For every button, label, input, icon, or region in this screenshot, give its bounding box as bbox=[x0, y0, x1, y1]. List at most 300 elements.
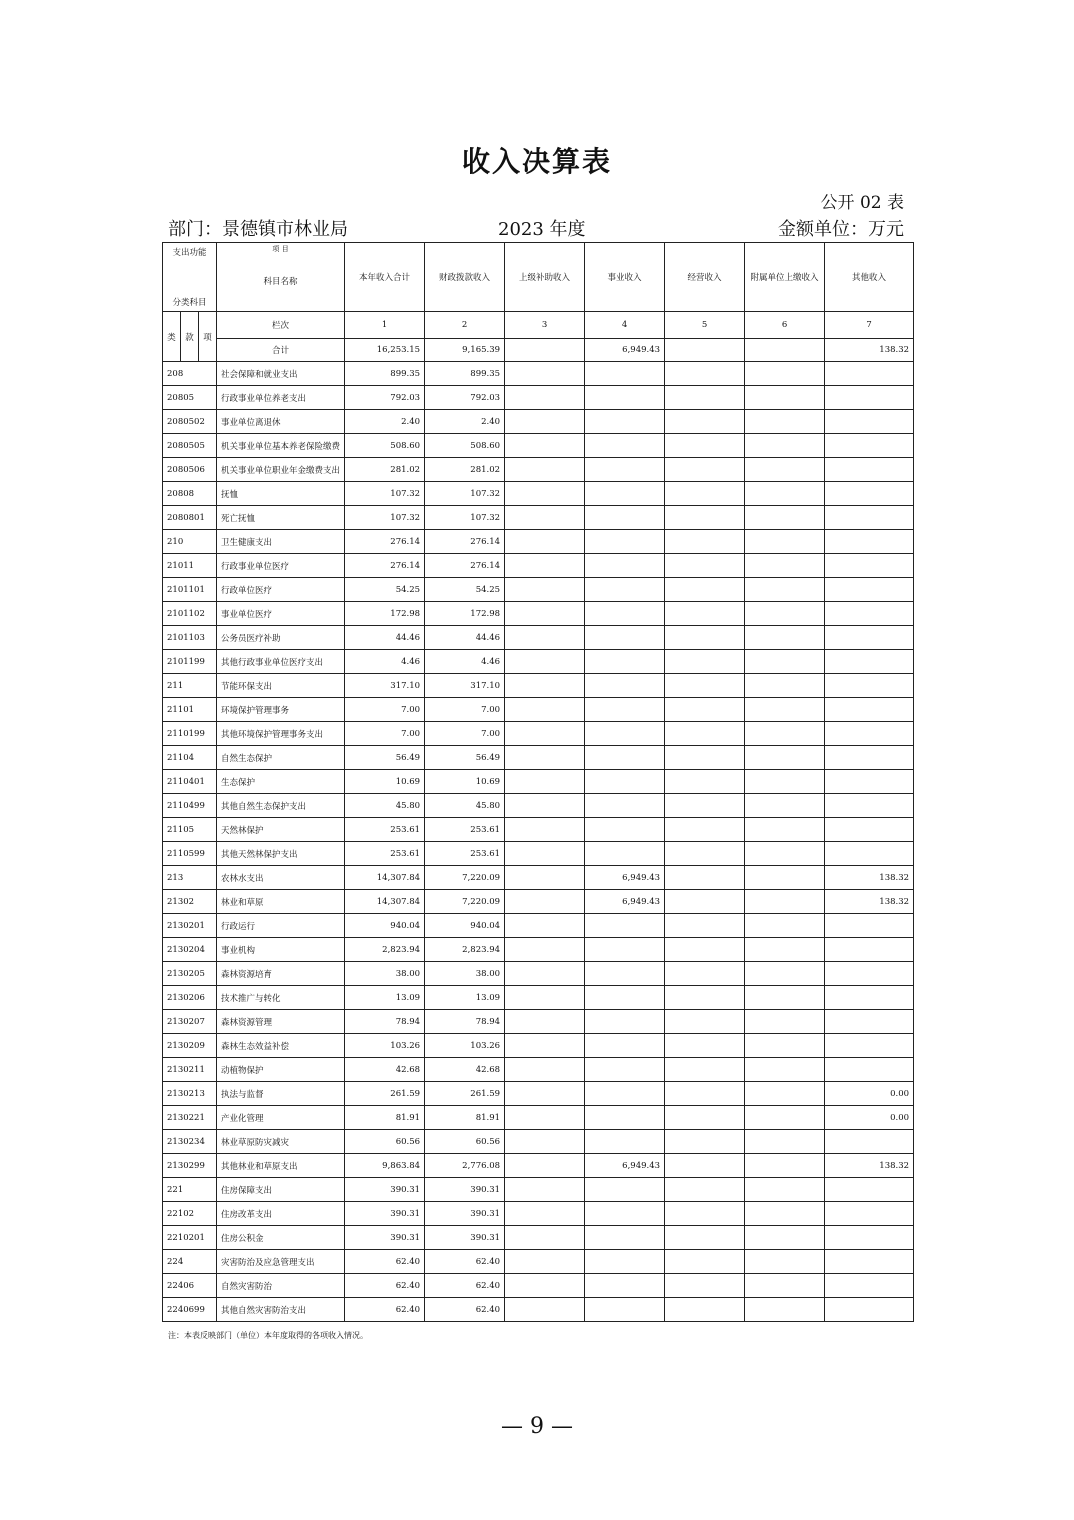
amount-business bbox=[585, 1226, 665, 1250]
subject-name: 技术推广与转化 bbox=[217, 986, 345, 1010]
table-row bbox=[163, 674, 914, 698]
amount-subunit bbox=[745, 1010, 825, 1034]
amount-operating bbox=[665, 986, 745, 1010]
lei-header: 类 bbox=[163, 312, 181, 362]
amount-operating bbox=[665, 386, 745, 410]
amount-other: 138.32 bbox=[825, 866, 914, 890]
amount-operating bbox=[665, 458, 745, 482]
total-subunit bbox=[745, 339, 825, 362]
amount-subunit bbox=[745, 746, 825, 770]
subject-name: 节能环保支出 bbox=[217, 674, 345, 698]
subject-code: 21101 bbox=[163, 698, 217, 722]
amount-subunit bbox=[745, 578, 825, 602]
amount-business bbox=[585, 1010, 665, 1034]
amount-other: 0.00 bbox=[825, 1106, 914, 1130]
table-row bbox=[163, 938, 914, 962]
amount-fiscal: 44.46 bbox=[425, 626, 505, 650]
amount-other bbox=[825, 1274, 914, 1298]
amount-other bbox=[825, 530, 914, 554]
amount-business bbox=[585, 506, 665, 530]
subject-code: 2130204 bbox=[163, 938, 217, 962]
amount-subunit bbox=[745, 1202, 825, 1226]
amount-business bbox=[585, 842, 665, 866]
amount-total: 2.40 bbox=[345, 410, 425, 434]
subject-name: 行政事业单位医疗 bbox=[217, 554, 345, 578]
amount-operating bbox=[665, 1226, 745, 1250]
subject-name: 卫生健康支出 bbox=[217, 530, 345, 554]
subject-name: 自然灾害防治 bbox=[217, 1274, 345, 1298]
col-header-subunit: 附属单位上缴收入 bbox=[745, 243, 825, 312]
amount-operating bbox=[665, 1058, 745, 1082]
lanci-label: 栏次 bbox=[217, 312, 345, 339]
amount-upper bbox=[505, 1178, 585, 1202]
amount-total: 78.94 bbox=[345, 1010, 425, 1034]
subject-name: 其他自然灾害防治支出 bbox=[217, 1298, 345, 1322]
amount-operating bbox=[665, 1010, 745, 1034]
amount-other bbox=[825, 650, 914, 674]
subject-code: 2110599 bbox=[163, 842, 217, 866]
table-row bbox=[163, 914, 914, 938]
table-row bbox=[163, 722, 914, 746]
amount-other bbox=[825, 482, 914, 506]
amount-other bbox=[825, 1202, 914, 1226]
amount-other bbox=[825, 458, 914, 482]
amount-upper bbox=[505, 674, 585, 698]
amount-other bbox=[825, 578, 914, 602]
subject-code: 2130209 bbox=[163, 1034, 217, 1058]
col-num-4: 4 bbox=[585, 312, 665, 339]
subject-name: 其他行政事业单位医疗支出 bbox=[217, 650, 345, 674]
amount-business bbox=[585, 1034, 665, 1058]
amount-operating bbox=[665, 794, 745, 818]
amount-operating bbox=[665, 362, 745, 386]
table-row bbox=[163, 698, 914, 722]
amount-total: 9,863.84 bbox=[345, 1154, 425, 1178]
amount-subunit bbox=[745, 626, 825, 650]
subject-name: 事业单位医疗 bbox=[217, 602, 345, 626]
amount-subunit bbox=[745, 1274, 825, 1298]
col-header-total: 本年收入合计 bbox=[345, 243, 425, 312]
subject-name: 生态保护 bbox=[217, 770, 345, 794]
form-tag: 公开 02 表 bbox=[820, 193, 904, 213]
amount-business bbox=[585, 482, 665, 506]
col-num-7: 7 bbox=[825, 312, 914, 339]
table-row bbox=[163, 818, 914, 842]
amount-upper bbox=[505, 794, 585, 818]
amount-operating bbox=[665, 938, 745, 962]
amount-operating bbox=[665, 626, 745, 650]
amount-other bbox=[825, 626, 914, 650]
amount-subunit bbox=[745, 866, 825, 890]
amount-total: 172.98 bbox=[345, 602, 425, 626]
amount-upper bbox=[505, 890, 585, 914]
amount-business bbox=[585, 458, 665, 482]
subject-code: 2080502 bbox=[163, 410, 217, 434]
amount-total: 2,823.94 bbox=[345, 938, 425, 962]
total-upper bbox=[505, 339, 585, 362]
amount-total: 45.80 bbox=[345, 794, 425, 818]
table-row bbox=[163, 1178, 914, 1202]
amount-business bbox=[585, 698, 665, 722]
subject-code: 2130207 bbox=[163, 1010, 217, 1034]
table-row bbox=[163, 578, 914, 602]
subject-name: 自然生态保护 bbox=[217, 746, 345, 770]
amount-total: 317.10 bbox=[345, 674, 425, 698]
amount-total: 62.40 bbox=[345, 1250, 425, 1274]
amount-operating bbox=[665, 1034, 745, 1058]
amount-business bbox=[585, 410, 665, 434]
amount-business bbox=[585, 434, 665, 458]
amount-operating bbox=[665, 554, 745, 578]
subject-name: 执法与监督 bbox=[217, 1082, 345, 1106]
amount-upper bbox=[505, 866, 585, 890]
amount-operating bbox=[665, 674, 745, 698]
amount-other bbox=[825, 1298, 914, 1322]
amount-other bbox=[825, 818, 914, 842]
subject-code: 224 bbox=[163, 1250, 217, 1274]
table-row bbox=[163, 1202, 914, 1226]
amount-upper bbox=[505, 482, 585, 506]
amount-fiscal: 107.32 bbox=[425, 506, 505, 530]
amount-other bbox=[825, 914, 914, 938]
amount-business bbox=[585, 938, 665, 962]
amount-business bbox=[585, 794, 665, 818]
amount-fiscal: 792.03 bbox=[425, 386, 505, 410]
amount-fiscal: 281.02 bbox=[425, 458, 505, 482]
amount-upper bbox=[505, 1058, 585, 1082]
col-num-2: 2 bbox=[425, 312, 505, 339]
table-row bbox=[163, 602, 914, 626]
amount-total: 10.69 bbox=[345, 770, 425, 794]
amount-other bbox=[825, 1178, 914, 1202]
amount-total: 276.14 bbox=[345, 554, 425, 578]
amount-business bbox=[585, 362, 665, 386]
amount-operating bbox=[665, 722, 745, 746]
amount-upper bbox=[505, 986, 585, 1010]
amount-upper bbox=[505, 578, 585, 602]
amount-business bbox=[585, 722, 665, 746]
table-row bbox=[163, 1130, 914, 1154]
amount-upper bbox=[505, 530, 585, 554]
subject-code: 22406 bbox=[163, 1274, 217, 1298]
subject-code: 2101199 bbox=[163, 650, 217, 674]
amount-total: 13.09 bbox=[345, 986, 425, 1010]
amount-business bbox=[585, 1250, 665, 1274]
amount-operating bbox=[665, 1154, 745, 1178]
amount-total: 42.68 bbox=[345, 1058, 425, 1082]
kuan-header: 款 bbox=[181, 312, 199, 362]
amount-other bbox=[825, 1226, 914, 1250]
col-num-6: 6 bbox=[745, 312, 825, 339]
amount-operating bbox=[665, 1250, 745, 1274]
amount-upper bbox=[505, 938, 585, 962]
amount-operating bbox=[665, 842, 745, 866]
amount-other bbox=[825, 962, 914, 986]
col-header-upper-subsidy: 上级补助收入 bbox=[505, 243, 585, 312]
page-title: 收入决算表 bbox=[461, 145, 612, 178]
total-sum: 16,253.15 bbox=[345, 339, 425, 362]
subject-code: 20808 bbox=[163, 482, 217, 506]
amount-fiscal: 253.61 bbox=[425, 818, 505, 842]
amount-business bbox=[585, 770, 665, 794]
amount-subunit bbox=[745, 554, 825, 578]
subject-code: 22102 bbox=[163, 1202, 217, 1226]
amount-other bbox=[825, 1130, 914, 1154]
amount-other bbox=[825, 722, 914, 746]
amount-upper bbox=[505, 1034, 585, 1058]
amount-upper bbox=[505, 1106, 585, 1130]
amount-subunit bbox=[745, 434, 825, 458]
amount-business bbox=[585, 1106, 665, 1130]
subject-code: 221 bbox=[163, 1178, 217, 1202]
amount-business bbox=[585, 818, 665, 842]
amount-fiscal: 4.46 bbox=[425, 650, 505, 674]
subject-code: 2210201 bbox=[163, 1226, 217, 1250]
amount-other bbox=[825, 506, 914, 530]
subject-code: 20805 bbox=[163, 386, 217, 410]
amount-other bbox=[825, 410, 914, 434]
amount-total: 14,307.84 bbox=[345, 890, 425, 914]
amount-fiscal: 253.61 bbox=[425, 842, 505, 866]
amount-operating bbox=[665, 1130, 745, 1154]
subject-code: 21104 bbox=[163, 746, 217, 770]
total-label: 合计 bbox=[217, 339, 345, 362]
department-label: 部门：景德镇市林业局 bbox=[168, 219, 348, 240]
amount-operating bbox=[665, 650, 745, 674]
amount-other bbox=[825, 938, 914, 962]
table-row bbox=[163, 794, 914, 818]
page-number: — 9 — bbox=[501, 1414, 573, 1439]
amount-total: 38.00 bbox=[345, 962, 425, 986]
amount-upper bbox=[505, 722, 585, 746]
subject-name: 住房改革支出 bbox=[217, 1202, 345, 1226]
amount-fiscal: 899.35 bbox=[425, 362, 505, 386]
func-class-line1: 支出功能 bbox=[172, 248, 207, 258]
amount-total: 56.49 bbox=[345, 746, 425, 770]
amount-subunit bbox=[745, 842, 825, 866]
table-row bbox=[163, 482, 914, 506]
table-row bbox=[163, 386, 914, 410]
amount-operating bbox=[665, 530, 745, 554]
total-other: 138.32 bbox=[825, 339, 914, 362]
amount-total: 281.02 bbox=[345, 458, 425, 482]
amount-total: 14,307.84 bbox=[345, 866, 425, 890]
amount-business bbox=[585, 914, 665, 938]
amount-subunit bbox=[745, 890, 825, 914]
amount-subunit bbox=[745, 986, 825, 1010]
subject-code: 2130205 bbox=[163, 962, 217, 986]
amount-subunit bbox=[745, 1178, 825, 1202]
table-row bbox=[163, 842, 914, 866]
amount-total: 62.40 bbox=[345, 1274, 425, 1298]
amount-operating bbox=[665, 962, 745, 986]
table-row bbox=[163, 626, 914, 650]
col-num-5: 5 bbox=[665, 312, 745, 339]
subject-name: 林业草原防灾减灾 bbox=[217, 1130, 345, 1154]
item-fragment: 项 目 bbox=[272, 245, 289, 253]
col-header-other: 其他收入 bbox=[825, 243, 914, 312]
amount-business bbox=[585, 602, 665, 626]
amount-upper bbox=[505, 1274, 585, 1298]
amount-other bbox=[825, 986, 914, 1010]
amount-subunit bbox=[745, 1106, 825, 1130]
table-row bbox=[163, 1154, 914, 1178]
amount-total: 4.46 bbox=[345, 650, 425, 674]
amount-subunit bbox=[745, 482, 825, 506]
amount-fiscal: 276.14 bbox=[425, 530, 505, 554]
amount-fiscal: 276.14 bbox=[425, 554, 505, 578]
amount-upper bbox=[505, 1226, 585, 1250]
total-row bbox=[163, 339, 914, 362]
amount-subunit bbox=[745, 1034, 825, 1058]
amount-subunit bbox=[745, 1226, 825, 1250]
amount-total: 7.00 bbox=[345, 698, 425, 722]
amount-operating bbox=[665, 482, 745, 506]
subject-name: 灾害防治及应急管理支出 bbox=[217, 1250, 345, 1274]
amount-upper bbox=[505, 458, 585, 482]
amount-upper bbox=[505, 1298, 585, 1322]
amount-subunit bbox=[745, 386, 825, 410]
header-row bbox=[163, 243, 914, 312]
func-class-header bbox=[163, 243, 217, 312]
amount-upper bbox=[505, 506, 585, 530]
amount-fiscal: 103.26 bbox=[425, 1034, 505, 1058]
amount-business bbox=[585, 1274, 665, 1298]
amount-total: 899.35 bbox=[345, 362, 425, 386]
amount-subunit bbox=[745, 530, 825, 554]
subject-name: 机关事业单位基本养老保险缴费 bbox=[217, 434, 345, 458]
subject-name: 其他天然林保护支出 bbox=[217, 842, 345, 866]
amount-unit: 金额单位：万元 bbox=[778, 219, 904, 240]
subject-code: 2080505 bbox=[163, 434, 217, 458]
income-table bbox=[162, 242, 914, 1322]
subject-name: 环境保护管理事务 bbox=[217, 698, 345, 722]
amount-fiscal: 45.80 bbox=[425, 794, 505, 818]
amount-business bbox=[585, 1058, 665, 1082]
subject-code: 2130299 bbox=[163, 1154, 217, 1178]
amount-operating bbox=[665, 1274, 745, 1298]
amount-upper bbox=[505, 842, 585, 866]
amount-operating bbox=[665, 914, 745, 938]
amount-fiscal: 60.56 bbox=[425, 1130, 505, 1154]
amount-fiscal: 38.00 bbox=[425, 962, 505, 986]
subject-code: 2101101 bbox=[163, 578, 217, 602]
amount-total: 103.26 bbox=[345, 1034, 425, 1058]
amount-fiscal: 42.68 bbox=[425, 1058, 505, 1082]
amount-total: 253.61 bbox=[345, 842, 425, 866]
amount-business: 6,949.43 bbox=[585, 866, 665, 890]
amount-upper bbox=[505, 602, 585, 626]
amount-total: 390.31 bbox=[345, 1202, 425, 1226]
subject-name-header bbox=[217, 243, 345, 312]
subject-name: 其他林业和草原支出 bbox=[217, 1154, 345, 1178]
amount-fiscal: 2,823.94 bbox=[425, 938, 505, 962]
subject-code: 210 bbox=[163, 530, 217, 554]
subject-name: 行政单位医疗 bbox=[217, 578, 345, 602]
amount-subunit bbox=[745, 770, 825, 794]
amount-business bbox=[585, 1202, 665, 1226]
amount-subunit bbox=[745, 914, 825, 938]
amount-business bbox=[585, 626, 665, 650]
table-row bbox=[163, 1034, 914, 1058]
amount-business bbox=[585, 386, 665, 410]
amount-operating bbox=[665, 410, 745, 434]
xiang-header: 项 bbox=[199, 312, 217, 362]
subject-code: 21011 bbox=[163, 554, 217, 578]
amount-other bbox=[825, 1010, 914, 1034]
amount-other: 138.32 bbox=[825, 890, 914, 914]
amount-total: 390.31 bbox=[345, 1178, 425, 1202]
table-row bbox=[163, 1298, 914, 1322]
table-row bbox=[163, 434, 914, 458]
subject-name: 森林资源管理 bbox=[217, 1010, 345, 1034]
amount-other bbox=[825, 1034, 914, 1058]
amount-other bbox=[825, 434, 914, 458]
amount-subunit bbox=[745, 818, 825, 842]
amount-total: 508.60 bbox=[345, 434, 425, 458]
table-row bbox=[163, 1082, 914, 1106]
amount-fiscal: 107.32 bbox=[425, 482, 505, 506]
table-row bbox=[163, 410, 914, 434]
amount-fiscal: 13.09 bbox=[425, 986, 505, 1010]
amount-business bbox=[585, 1178, 665, 1202]
amount-business bbox=[585, 746, 665, 770]
amount-subunit bbox=[745, 1058, 825, 1082]
amount-other bbox=[825, 770, 914, 794]
table-row bbox=[163, 1226, 914, 1250]
amount-subunit bbox=[745, 698, 825, 722]
amount-fiscal: 7.00 bbox=[425, 698, 505, 722]
fiscal-year: 2023 年度 bbox=[498, 219, 586, 240]
amount-fiscal: 508.60 bbox=[425, 434, 505, 458]
table-row bbox=[163, 1010, 914, 1034]
amount-business bbox=[585, 578, 665, 602]
amount-total: 253.61 bbox=[345, 818, 425, 842]
subject-name: 社会保障和就业支出 bbox=[217, 362, 345, 386]
amount-operating bbox=[665, 1298, 745, 1322]
amount-other bbox=[825, 698, 914, 722]
col-num-1: 1 bbox=[345, 312, 425, 339]
amount-other bbox=[825, 1250, 914, 1274]
amount-subunit bbox=[745, 1298, 825, 1322]
table-row bbox=[163, 746, 914, 770]
amount-business bbox=[585, 1130, 665, 1154]
amount-upper bbox=[505, 386, 585, 410]
subject-code: 2110199 bbox=[163, 722, 217, 746]
amount-fiscal: 317.10 bbox=[425, 674, 505, 698]
amount-operating bbox=[665, 1178, 745, 1202]
table-row bbox=[163, 554, 914, 578]
subject-name: 抚恤 bbox=[217, 482, 345, 506]
amount-other bbox=[825, 794, 914, 818]
table-row bbox=[163, 530, 914, 554]
amount-other bbox=[825, 362, 914, 386]
amount-other bbox=[825, 842, 914, 866]
amount-business bbox=[585, 554, 665, 578]
amount-operating bbox=[665, 434, 745, 458]
subject-name: 天然林保护 bbox=[217, 818, 345, 842]
subject-code: 2130206 bbox=[163, 986, 217, 1010]
amount-upper bbox=[505, 962, 585, 986]
amount-fiscal: 261.59 bbox=[425, 1082, 505, 1106]
subject-name: 森林资源培育 bbox=[217, 962, 345, 986]
subject-name: 机关事业单位职业年金缴费支出 bbox=[217, 458, 345, 482]
total-fiscal: 9,165.39 bbox=[425, 339, 505, 362]
amount-upper bbox=[505, 770, 585, 794]
subject-name: 林业和草原 bbox=[217, 890, 345, 914]
amount-total: 7.00 bbox=[345, 722, 425, 746]
amount-total: 107.32 bbox=[345, 506, 425, 530]
